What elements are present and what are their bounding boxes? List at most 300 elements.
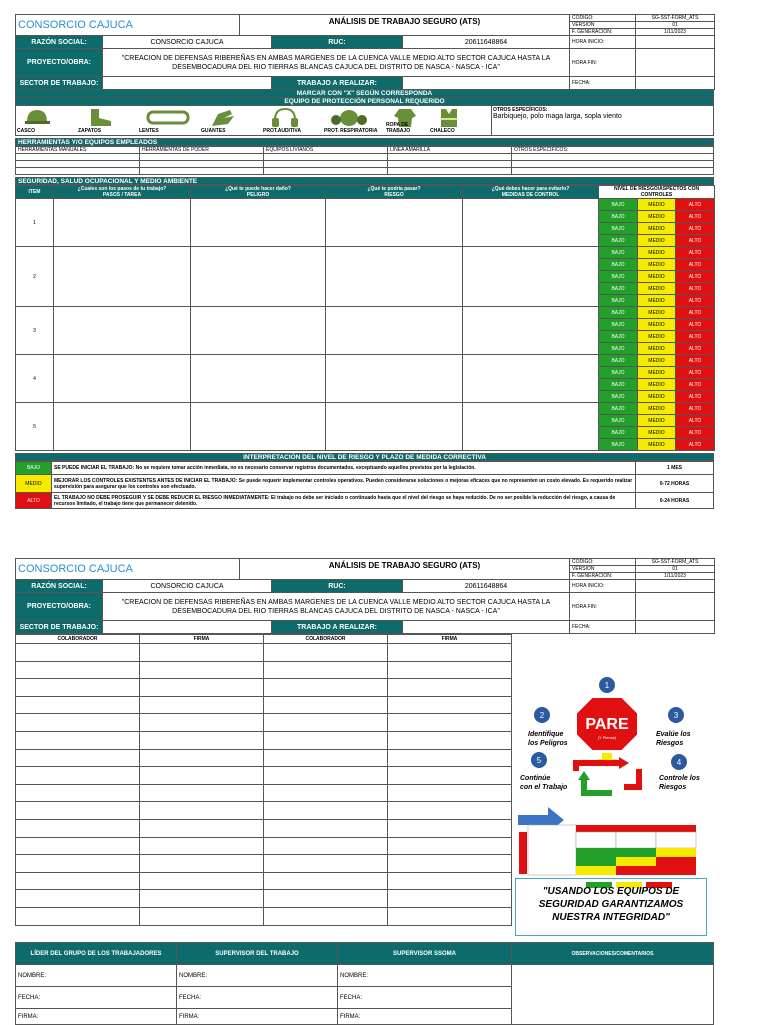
risk-bajo[interactable]: BAJO [599, 343, 638, 355]
risk-medio[interactable]: MEDIO [638, 295, 676, 307]
matrix-side-label [519, 832, 527, 874]
interp-bajo-text: SE PUEDE INICIAR EL TRABAJO: No se requiere tomar acción inmediata, no es necesario conservar registros documentados, exceptuando aquellos previstos por la legislación. [52, 462, 636, 475]
firma-cell[interactable] [140, 890, 264, 908]
firma-cell[interactable] [140, 714, 264, 732]
colaborador-cell[interactable] [16, 819, 140, 837]
hora-fin-label: HORA FIN: [570, 49, 636, 77]
herr-col-linea: LINEA AMARILLA [388, 147, 512, 154]
risk-bajo[interactable]: BAJO [599, 379, 638, 391]
risk-alto[interactable]: ALTO [676, 319, 715, 331]
colaborador-cell[interactable] [16, 837, 140, 855]
firma-row [16, 802, 512, 820]
interp-medio-plazo: 0-72 HORAS [636, 475, 714, 493]
firma-cell[interactable] [388, 696, 512, 714]
firma-cell[interactable] [140, 855, 264, 873]
risk-bajo[interactable]: BAJO [599, 331, 638, 343]
sso-cell[interactable] [463, 199, 599, 247]
epp-row [15, 106, 714, 136]
colaborador-cell[interactable] [264, 767, 388, 785]
firma-row [16, 661, 512, 679]
fecha-label: FECHA: [570, 621, 636, 634]
supervisor-firma[interactable]: FIRMA: [177, 1009, 338, 1025]
company-logo: CONSORCIO CAJUCA [16, 15, 240, 36]
herr-cell[interactable] [16, 168, 140, 175]
firma-row [16, 644, 512, 662]
firma-row [16, 714, 512, 732]
firma-row [16, 767, 512, 785]
trabajo-field[interactable] [403, 77, 570, 90]
firma-cell[interactable] [140, 784, 264, 802]
ruc-value: 20611648864 [403, 580, 570, 593]
risk-bajo[interactable]: BAJO [599, 271, 638, 283]
risk-medio[interactable]: MEDIO [638, 415, 676, 427]
lider-nombre[interactable]: NOMBRE: [16, 965, 177, 987]
colaborador-cell[interactable] [16, 767, 140, 785]
firma-row [16, 731, 512, 749]
step-1-number: 1 [604, 681, 610, 690]
risk-bajo[interactable]: BAJO [599, 367, 638, 379]
boot-icon [85, 108, 115, 128]
risk-medio[interactable]: MEDIO [638, 439, 676, 451]
proyecto-value: "CREACION DE DEFENSAS RIBEREÑAS EN AMBAS MARGENES DE LA CUENCA VALLE MEDIO ALTO SECTOR CAJUCA HASTA LA DESEMBOCADURA DEL RIO TIERRAS BLANCAS CAJUCA DEL DISTRITO DE NASCA - NASCA - ICA" [103, 49, 570, 77]
epp-casco[interactable] [16, 106, 77, 135]
herr-cell[interactable] [512, 161, 714, 168]
firma-cell[interactable] [388, 644, 512, 662]
fecha-gen-label: F. GENERACIÓN: [570, 29, 636, 36]
ssoma-fecha[interactable]: FECHA: [338, 987, 512, 1009]
fecha-field[interactable] [636, 77, 715, 90]
risk-alto[interactable]: ALTO [676, 235, 715, 247]
interp-medio: MEDIO [16, 475, 52, 493]
interp-title: INTERPRETACIÓN DEL NIVEL DE RIESGO Y PLAZO DE MEDIDA CORRECTIVA [15, 453, 714, 461]
sso-cell[interactable] [54, 355, 191, 403]
firma-cell[interactable] [140, 696, 264, 714]
sso-cell[interactable] [191, 307, 326, 355]
form-title: ANÁLISIS DE TRABAJO SEGURO (ATS) [240, 15, 570, 36]
colaborador-cell[interactable] [264, 714, 388, 732]
col-firma: FIRMA [140, 635, 264, 644]
sector-label: SECTOR DE TRABAJO: [16, 77, 103, 90]
firma-cell[interactable] [140, 644, 264, 662]
risk-matrix-grid [576, 832, 696, 875]
sso-item-number: 3 [16, 307, 54, 355]
sso-item-number: 4 [16, 355, 54, 403]
risk-medio[interactable]: MEDIO [638, 355, 676, 367]
col-ssoma: SUPERVISOR SSOMA [338, 943, 512, 965]
risk-alto[interactable]: ALTO [676, 379, 715, 391]
firma-cell[interactable] [388, 872, 512, 890]
colaborador-cell[interactable] [264, 749, 388, 767]
firma-cell[interactable] [388, 767, 512, 785]
risk-bajo[interactable]: BAJO [599, 199, 638, 211]
epp-otros[interactable] [491, 106, 713, 135]
epp-chaleco[interactable] [429, 106, 491, 135]
sso-body [16, 199, 715, 451]
colaborador-cell[interactable] [264, 731, 388, 749]
sso-cell[interactable] [326, 247, 463, 307]
risk-alto[interactable]: ALTO [676, 307, 715, 319]
interp-medio-text: MEJORAR LOS CONTROLES EXISTENTES ANTES DE INICIAR EL TRABAJO: Se puede requerir implementar controles operativos. Pueden considerarse soluciones o mejoras eficaces que no representen un costo elevado. Es requerido realizar supervisión para asegurar que los controles son efectuado. [52, 475, 636, 493]
firma-cell[interactable] [388, 907, 512, 925]
ruc-value: 20611648864 [403, 36, 570, 49]
pare-sub: (Y Piense) [597, 735, 617, 740]
razon-label: RAZÓN SOCIAL: [16, 36, 103, 49]
sso-cell[interactable] [463, 307, 599, 355]
herr-cell[interactable] [140, 154, 264, 161]
risk-alto[interactable]: ALTO [676, 343, 715, 355]
risk-alto[interactable]: ALTO [676, 271, 715, 283]
colaborador-cell[interactable] [16, 872, 140, 890]
colaborador-cell[interactable] [16, 661, 140, 679]
risk-alto[interactable]: ALTO [676, 223, 715, 235]
risk-alto[interactable]: ALTO [676, 355, 715, 367]
step-3-label: Evalúe los Riesgos [656, 731, 691, 747]
risk-alto[interactable]: ALTO [676, 199, 715, 211]
herr-cell[interactable] [264, 168, 388, 175]
colaborador-cell[interactable] [16, 644, 140, 662]
herr-col-livianos: EQUIPOS LIVIANOS [264, 147, 388, 154]
step-4-number: 4 [676, 758, 682, 767]
col-nivel-riesgo: NIVEL DE RIESGO/ASPECTOS CON CONTROLES [599, 186, 715, 199]
risk-alto[interactable]: ALTO [676, 403, 715, 415]
sso-title: SEGURIDAD, SALUD OCUPACIONAL Y MEDIO AMBIENTE [15, 177, 714, 185]
colaborador-cell[interactable] [264, 855, 388, 873]
ear-protection-icon [270, 108, 300, 128]
epp-ropa-trabajo[interactable] [385, 106, 429, 135]
ssoma-firma[interactable]: FIRMA: [338, 1009, 512, 1025]
col-colaborador: COLABORADOR [16, 635, 140, 644]
risk-medio[interactable]: MEDIO [638, 211, 676, 223]
colaborador-cell[interactable] [16, 696, 140, 714]
risk-alto[interactable]: ALTO [676, 391, 715, 403]
risk-medio[interactable]: MEDIO [638, 247, 676, 259]
sector-field[interactable] [103, 621, 272, 634]
proyecto-value: "CREACION DE DEFENSAS RIBEREÑAS EN AMBAS MARGENES DE LA CUENCA VALLE MEDIO ALTO SECTOR CAJUCA HASTA LA DESEMBOCADURA DEL RIO TIERRAS BLANCAS CAJUCA DEL DISTRITO DE NASCA - NASCA - ICA" [103, 593, 570, 621]
firma-row [16, 679, 512, 697]
herr-cell[interactable] [264, 154, 388, 161]
firma-cell[interactable] [140, 819, 264, 837]
risk-bajo[interactable]: BAJO [599, 355, 638, 367]
risk-alto[interactable]: ALTO [676, 367, 715, 379]
ruc-label: RUC: [272, 580, 403, 593]
interp-table [15, 461, 714, 509]
colaborador-cell[interactable] [264, 802, 388, 820]
fecha-label: FECHA: [570, 77, 636, 90]
risk-medio[interactable]: MEDIO [638, 319, 676, 331]
razon-value: CONSORCIO CAJUCA [103, 580, 272, 593]
risk-bajo[interactable]: BAJO [599, 283, 638, 295]
col-riesgo [326, 186, 463, 199]
risk-bajo[interactable]: BAJO [599, 319, 638, 331]
risk-bajo[interactable]: BAJO [599, 307, 638, 319]
firma-cell[interactable] [388, 819, 512, 837]
col-observaciones: OBSERVACIONES/COMENTARIOS [512, 943, 714, 965]
colaborador-cell[interactable] [16, 890, 140, 908]
sso-cell[interactable] [54, 307, 191, 355]
risk-medio[interactable]: MEDIO [638, 427, 676, 439]
version-value: 01 [636, 22, 715, 29]
herr-cell[interactable] [16, 161, 140, 168]
firma-cell[interactable] [388, 679, 512, 697]
epp-label: ZAPATOS [78, 128, 102, 134]
cycle-arrowhead-green-icon [578, 771, 590, 780]
interp-alto-text: EL TRABAJO NO DEBE PROSEGUIR Y SE DEBE REDUCIR EL RIESGO INMEDIATAMENTE: El trabajo no debe ser iniciado o continuado hasta que el nivel del riesgo se haya reducido. De no ser posible la reducción del riesgo, a causa de recursos limitado, el trabajo tiene que permanecer detenido. [52, 493, 636, 509]
q-peligro: ¿Qué te puede hacer daño? [225, 186, 291, 192]
colaborador-cell[interactable] [16, 802, 140, 820]
step-5-number: 5 [536, 756, 542, 765]
epp-label: CHALECO [430, 128, 455, 134]
risk-medio[interactable]: MEDIO [638, 199, 676, 211]
risk-alto[interactable]: ALTO [676, 259, 715, 271]
sso-cell[interactable] [463, 247, 599, 307]
firma-cell[interactable] [140, 679, 264, 697]
step-2-number: 2 [539, 711, 545, 720]
risk-medio[interactable]: MEDIO [638, 223, 676, 235]
sso-row [16, 247, 715, 259]
trabajo-label: TRABAJO A REALIZAR: [272, 77, 403, 90]
firma-cell[interactable] [140, 802, 264, 820]
risk-medio[interactable]: MEDIO [638, 367, 676, 379]
sso-cell[interactable] [191, 247, 326, 307]
sso-cell[interactable] [326, 199, 463, 247]
col-pasos [54, 186, 191, 199]
risk-medio[interactable]: MEDIO [638, 391, 676, 403]
herr-col-otros: OTROS ESPECÍFICOS: [512, 147, 714, 154]
colaborador-cell[interactable] [264, 819, 388, 837]
risk-medio[interactable]: MEDIO [638, 259, 676, 271]
ruc-label: RUC: [272, 36, 403, 49]
colaborador-cell[interactable] [264, 661, 388, 679]
risk-alto[interactable]: ALTO [676, 295, 715, 307]
hora-fin-field[interactable] [636, 49, 715, 77]
risk-alto[interactable]: ALTO [676, 427, 715, 439]
firma-row [16, 872, 512, 890]
trabajo-field[interactable] [403, 621, 570, 634]
q-riesgo: ¿Qué te podría pasar? [367, 186, 421, 192]
sso-cell[interactable] [191, 355, 326, 403]
interp-alto: ALTO [16, 493, 52, 509]
lider-fecha[interactable]: FECHA: [16, 987, 177, 1009]
firma-row [16, 907, 512, 925]
risk-bajo[interactable]: BAJO [599, 295, 638, 307]
epp-guantes[interactable] [200, 106, 262, 135]
sso-cell[interactable] [326, 307, 463, 355]
epp-lentes[interactable] [138, 106, 200, 135]
codigo-label: CÓDIGO: [570, 15, 636, 22]
interp-bajo-plazo: 1 MES [636, 462, 714, 475]
herr-cell[interactable] [264, 161, 388, 168]
firma-row [16, 784, 512, 802]
sso-cell[interactable] [191, 199, 326, 247]
sso-cell[interactable] [54, 403, 191, 451]
sso-row [16, 403, 715, 415]
risk-bajo[interactable]: BAJO [599, 427, 638, 439]
header-table [15, 14, 715, 90]
risk-bajo[interactable]: BAJO [599, 235, 638, 247]
herr-cell[interactable] [512, 168, 714, 175]
codigo-value: SG-SST-FORM_ATS [636, 559, 715, 566]
col-supervisor: SUPERVISOR DEL TRABAJO [177, 943, 338, 965]
fecha-gen-value: 1/11/2023 [636, 573, 715, 580]
proyecto-label: PROYECTO/OBRA: [16, 49, 103, 77]
herr-cell[interactable] [16, 154, 140, 161]
firma-cell[interactable] [140, 872, 264, 890]
firma-row [16, 749, 512, 767]
col-medidas [463, 186, 599, 199]
firma-cell[interactable] [140, 767, 264, 785]
firma-cell[interactable] [140, 837, 264, 855]
hora-inicio-field[interactable] [636, 36, 715, 49]
firma-cell[interactable] [388, 837, 512, 855]
company-logo: CONSORCIO CAJUCA [16, 559, 240, 580]
glove-icon [208, 108, 238, 128]
cycle-arrowhead-icon [619, 757, 629, 769]
risk-alto[interactable]: ALTO [676, 211, 715, 223]
colaborador-cell[interactable] [16, 749, 140, 767]
col-lider: LÍDER DEL GRUPO DE LOS TRABAJADORES [16, 943, 177, 965]
q-medidas: ¿Qué debes hacer para evitarlo? [491, 186, 570, 192]
h-riesgo: RIESGO [384, 192, 404, 198]
respirator-icon [331, 108, 367, 128]
sso-cell[interactable] [54, 247, 191, 307]
epp-prot-auditiva[interactable] [262, 106, 323, 135]
firma-cell[interactable] [388, 802, 512, 820]
proyecto-label: PROYECTO/OBRA: [16, 593, 103, 621]
codigo-label: CÓDIGO: [570, 559, 636, 566]
observaciones-field[interactable] [512, 965, 714, 1025]
safety-quote: "USANDO LOS EQUIPOS DE SEGURIDAD GARANTIZAMOS NUESTRA INTEGRIDAD" [515, 878, 707, 936]
risk-bajo[interactable]: BAJO [599, 391, 638, 403]
risk-alto[interactable]: ALTO [676, 439, 715, 451]
risk-alto[interactable]: ALTO [676, 331, 715, 343]
colaborador-cell[interactable] [264, 679, 388, 697]
risk-medio[interactable]: MEDIO [638, 379, 676, 391]
supervisor-fecha[interactable]: FECHA: [177, 987, 338, 1009]
hora-inicio-field[interactable] [636, 580, 715, 593]
colaborador-cell[interactable] [16, 907, 140, 925]
firma-cell[interactable] [140, 661, 264, 679]
risk-medio[interactable]: MEDIO [638, 283, 676, 295]
firma-cell[interactable] [388, 784, 512, 802]
risk-bajo[interactable]: BAJO [599, 259, 638, 271]
h-medidas: MEDIDAS DE CONTROL [501, 192, 560, 198]
colaborador-cell[interactable] [16, 679, 140, 697]
interp-bajo: BAJO [16, 462, 52, 475]
matrix-header [576, 825, 696, 832]
sso-cell[interactable] [326, 403, 463, 451]
risk-medio[interactable]: MEDIO [638, 343, 676, 355]
h-pasos: PASOS / TAREA [102, 192, 142, 198]
firmas-supervisores-table [15, 942, 714, 1025]
risk-bajo[interactable]: BAJO [599, 403, 638, 415]
herr-cell[interactable] [140, 161, 264, 168]
colaborador-cell[interactable] [16, 714, 140, 732]
epp-otros-value: Barbiquejo, polo maga larga, sopla viento [493, 113, 622, 120]
sso-cell[interactable] [326, 355, 463, 403]
matrix-left [528, 825, 576, 875]
risk-medio[interactable]: MEDIO [638, 235, 676, 247]
firma-cell[interactable] [140, 749, 264, 767]
firma-cell[interactable] [388, 855, 512, 873]
sso-cell[interactable] [191, 403, 326, 451]
herr-cell[interactable] [512, 154, 714, 161]
sso-cell[interactable] [463, 403, 599, 451]
sso-item-number: 1 [16, 199, 54, 247]
firma-cell[interactable] [388, 890, 512, 908]
hora-fin-field[interactable] [636, 593, 715, 621]
ats-page-1 [15, 14, 714, 526]
herr-cell[interactable] [388, 161, 512, 168]
risk-medio[interactable]: MEDIO [638, 271, 676, 283]
sector-field[interactable] [103, 77, 272, 90]
epp-prot-respiratoria[interactable] [323, 106, 385, 135]
supervisor-nombre[interactable]: NOMBRE: [177, 965, 338, 987]
fecha-field[interactable] [636, 621, 715, 634]
herr-cell[interactable] [388, 154, 512, 161]
firma-cell[interactable] [388, 714, 512, 732]
herr-col-poder: HERRAMIENTAS DE PODER [140, 147, 264, 154]
epp-label: ROPA DE TRABAJO [386, 122, 411, 134]
herramientas-table [15, 146, 714, 175]
risk-medio[interactable]: MEDIO [638, 307, 676, 319]
risk-bajo[interactable]: BAJO [599, 415, 638, 427]
herr-cell[interactable] [388, 168, 512, 175]
colaborador-cell[interactable] [264, 837, 388, 855]
lider-firma[interactable]: FIRMA: [16, 1009, 177, 1025]
risk-medio[interactable]: MEDIO [638, 403, 676, 415]
risk-alto[interactable]: ALTO [676, 415, 715, 427]
marcar-instruction: MARCAR CON "X" SEGÚN CORRESPONDA [15, 90, 714, 98]
risk-bajo[interactable]: BAJO [599, 247, 638, 259]
firma-cell[interactable] [140, 907, 264, 925]
sector-label: SECTOR DE TRABAJO: [16, 621, 103, 634]
colaborador-cell[interactable] [264, 784, 388, 802]
risk-bajo[interactable]: BAJO [599, 439, 638, 451]
fecha-gen-label: F. GENERACIÓN: [570, 573, 636, 580]
firma-cell[interactable] [388, 749, 512, 767]
colaborador-cell[interactable] [264, 890, 388, 908]
cycle-arrow-red-2 [624, 769, 639, 787]
firma-cell[interactable] [388, 661, 512, 679]
colaborador-cell[interactable] [16, 784, 140, 802]
risk-medio[interactable]: MEDIO [638, 331, 676, 343]
sso-cell[interactable] [463, 355, 599, 403]
ssoma-nombre[interactable]: NOMBRE: [338, 965, 512, 987]
version-label: VERSIÓN [570, 566, 636, 573]
epp-label: PROT. RESPIRATORIA [324, 128, 378, 134]
firma-cell[interactable] [140, 731, 264, 749]
risk-bajo[interactable]: BAJO [599, 223, 638, 235]
firma-cell[interactable] [388, 731, 512, 749]
colaborador-cell[interactable] [264, 907, 388, 925]
colaborador-cell[interactable] [16, 855, 140, 873]
risk-alto[interactable]: ALTO [676, 283, 715, 295]
step-3-number: 3 [673, 711, 679, 720]
hora-inicio-label: HORA INICIO: [570, 36, 636, 49]
sso-cell[interactable] [54, 199, 191, 247]
herr-col-manuales: HERRAMIENTAS MANUALES [16, 147, 140, 154]
risk-bajo[interactable]: BAJO [599, 211, 638, 223]
epp-zapatos[interactable] [77, 106, 138, 135]
colaborador-cell[interactable] [16, 731, 140, 749]
colaborador-cell[interactable] [264, 644, 388, 662]
trabajo-label: TRABAJO A REALIZAR: [272, 621, 403, 634]
herr-cell[interactable] [140, 168, 264, 175]
sso-row [16, 355, 715, 367]
colaborador-cell[interactable] [264, 872, 388, 890]
colaborador-cell[interactable] [264, 696, 388, 714]
risk-alto[interactable]: ALTO [676, 247, 715, 259]
